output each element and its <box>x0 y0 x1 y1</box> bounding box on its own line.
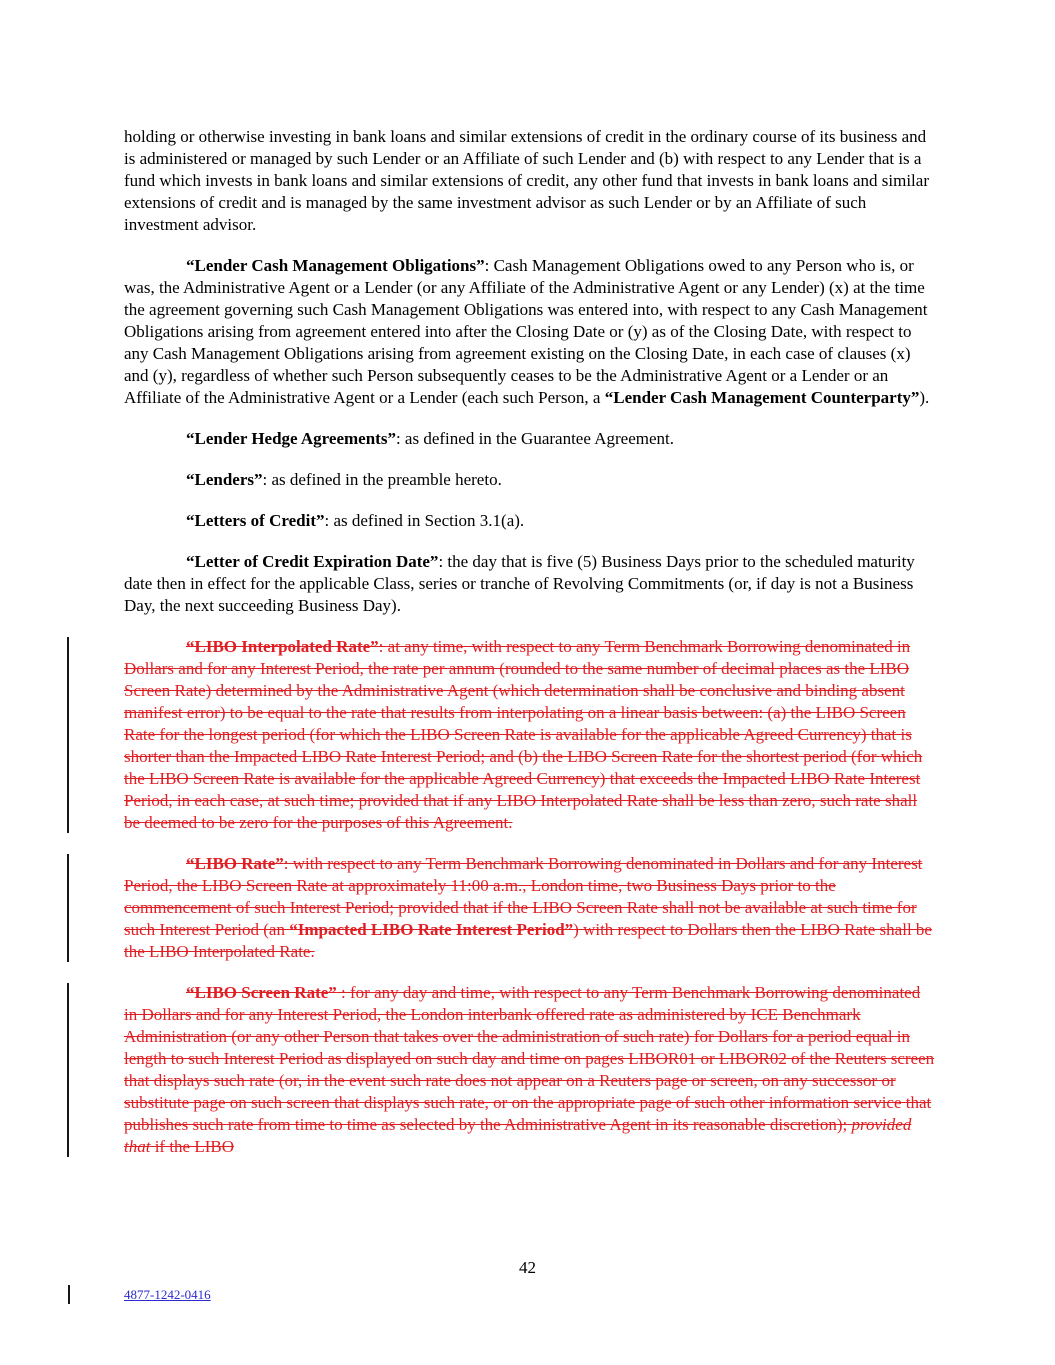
definition-text: : Cash Management Obligations owed to any Person who is, or was, the Administrative Agent or a Lender (or any Affiliate of the Administrative Agent or any Lender) (x) at the time the agreement governing such Cash Management Obligations was entered into, with respect to any Cash Management Obligations arising from agreement entered into after the Closing Date or (y) as of the Closing Date, with respect to any Cash Management Obligations arising from agreement existing on the Closing Date, in each case of clauses (x) and (y), regardless of whether such Person subsequently ceases to be the Administrative Agent or a Lender or an Affiliate of the Administrative Agent or a Lender (each such Person, a <box>124 256 928 407</box>
defined-term: “Letter of Credit Expiration Date” <box>186 552 439 571</box>
definition-lenders <box>124 469 936 491</box>
defined-term: “Letters of Credit” <box>186 511 325 530</box>
definition-lender-cash-management-obligations <box>124 255 936 409</box>
definition-libo-rate-deleted <box>124 853 936 963</box>
definition-text: if the LIBO <box>150 1137 235 1156</box>
defined-term: “Lender Cash Management Counterparty” <box>604 388 920 407</box>
paragraph-text: holding or otherwise investing in bank loans and similar extensions of credit in the ordinary course of its business and is administered or managed by such Lender or an Affiliate of such Lender and (b) with respect to any Lender that is a fund which invests in bank loans and similar extensions of credit, any other fund that invests in bank loans and similar extensions of credit and is managed by the same investment advisor as such Lender or by an Affiliate of such investment advisor. <box>124 127 929 234</box>
definition-text: ). <box>919 388 930 407</box>
proviso-italic: provided that <box>124 1115 912 1156</box>
definition-letter-of-credit-expiration-date <box>124 551 936 617</box>
definition-text: : the day that is five (5) Business Days prior to the scheduled maturity date then in effect for the applicable Class, series or tranche of Revolving Commitments (or, if day is not a Business Day, the next succeeding Business Day). <box>124 552 915 615</box>
definition-text: : for any day and time, with respect to any Term Benchmark Borrowing denominated in Dollars and for any Interest Period, the London interbank offered rate as administered by ICE Benchmark Administration (or any other Person that takes over the administration of such rate) for Dollars for a period equal in length to such Interest Period as displayed on such day and time on pages LIBOR01 or LIBOR02 of the Reuters screen that displays such rate (or, in the event such rate does not appear on a Reuters page or screen, on any successor or substitute page on such screen that displays such rate, or on the appropriate page of such other information service that publishes such rate from time to time as selected by the Administrative Agent in its reasonable discretion); <box>124 983 935 1134</box>
definition-text: : with respect to any Term Benchmark Borrowing denominated in Dollars and for any Interest Period, the LIBO Screen Rate at approximately 11:00 a.m., London time, two Business Days prior to the commencement of such Interest Period; provided that if the LIBO Screen Rate shall not be available at such time for such Interest Period (an <box>124 854 923 939</box>
definition-text: : as defined in the Guarantee Agreement. <box>395 429 674 448</box>
document-id-text: 4877-1242-0416 <box>124 1287 211 1302</box>
change-bar <box>67 983 69 1157</box>
defined-term: “Impacted LIBO Rate Interest Period” <box>289 920 574 939</box>
page-number: 42 <box>519 1258 536 1277</box>
definition-text: ) with respect to Dollars then the LIBO Rate shall be the LIBO Interpolated Rate. <box>124 920 932 961</box>
change-bar <box>67 637 69 833</box>
definition-libo-screen-rate-deleted <box>124 982 936 1158</box>
defined-term: “LIBO Rate” <box>186 854 284 873</box>
defined-term: “Lender Hedge Agreements” <box>186 429 396 448</box>
change-bar <box>67 854 69 962</box>
definition-text: : at any time, with respect to any Term Benchmark Borrowing denominated in Dollars and for any Interest Period, the rate per annum (rounded to the same number of decimal places as the LIBO Screen Rate) determined by the Administrative Agent (which determination shall be conclusive and binding absent manifest error) to be equal to the rate that results from interpolating on a linear basis between: (a) the LIBO Screen Rate for the longest period (for which the LIBO Screen Rate is available for the applicable Agreed Currency) that is shorter than the Impacted LIBO Rate Interest Period; and (b) the LIBO Screen Rate for the shortest period (for which the LIBO Screen Rate is available for the applicable Agreed Currency) that exceeds the Impacted LIBO Rate Interest Period, in each case, at such time; provided that if any LIBO Interpolated Rate shall be less than zero, such rate shall be deemed to be zero for the purposes of this Agreement. <box>124 637 923 832</box>
change-bar <box>68 1285 70 1304</box>
document-id-stamp <box>124 1287 211 1303</box>
definition-libo-interpolated-rate-deleted <box>124 636 936 834</box>
definition-lender-hedge-agreements <box>124 428 936 450</box>
paragraph-continuation <box>124 126 936 236</box>
definition-text: : as defined in the preamble hereto. <box>262 470 502 489</box>
defined-term: “Lenders” <box>186 470 263 489</box>
definition-letters-of-credit <box>124 510 936 532</box>
defined-term: “Lender Cash Management Obligations” <box>186 256 485 275</box>
defined-term: “LIBO Interpolated Rate” <box>186 637 379 656</box>
page-body-text <box>124 126 936 1177</box>
definition-text: : as defined in Section 3.1(a). <box>324 511 525 530</box>
defined-term: “LIBO Screen Rate” <box>186 983 337 1002</box>
